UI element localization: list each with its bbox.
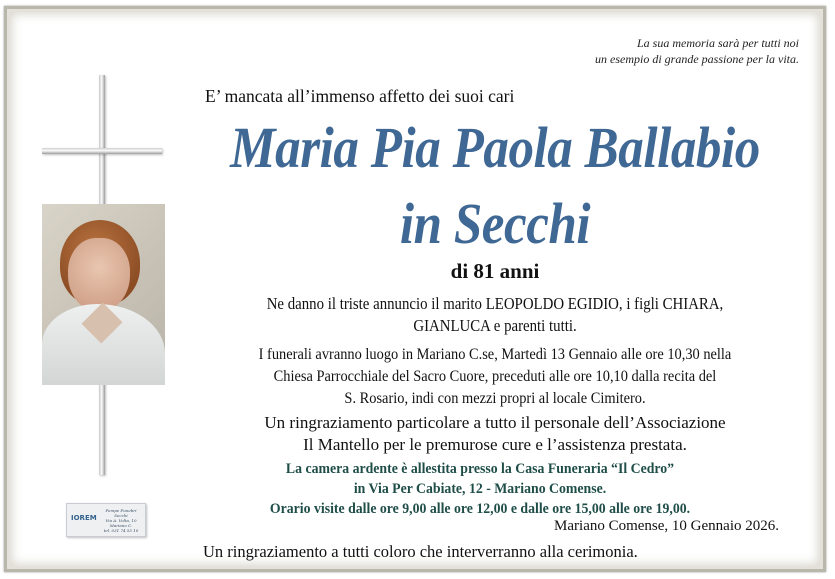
funeral-line-3: S. Rosario, indi con mezzi propri al locale Cimitero.	[344, 390, 646, 407]
logo-text	[101, 508, 141, 533]
chapel-line-1: La camera ardente è allestita presso la Casa Funeraria “Il Cedro”	[285, 461, 675, 477]
logo-line-3: Via A. Volta, 10	[105, 518, 137, 523]
portrait-photo	[42, 204, 165, 385]
dateline: Mariano Comense, 10 Gennaio 2026.	[554, 518, 779, 534]
intro-text: E’ mancata all’immenso affetto dei suoi cari	[205, 86, 515, 106]
cross-icon-bar	[42, 148, 162, 154]
chapel-info	[158, 459, 802, 519]
announcement-line-2: GIANLUCA e parenti tutti.	[413, 316, 577, 335]
chapel-line-3: Orario visite dalle ore 9,00 alle ore 12,00 e dalle ore 15,00 alle ore 19,00.	[269, 501, 691, 517]
funeral-line-1: I funerali avranno luogo in Mariano C.se, Martedì 13 Gennaio alle ore 10,30 nella	[258, 346, 732, 363]
age-text: di 81 anni	[450, 259, 540, 283]
gratitude-paragraph	[160, 412, 830, 456]
deceased-name-line-2: in Secchi	[399, 191, 591, 256]
chapel-line-2: in Via Per Cabiate, 12 - Mariano Comense.	[353, 481, 607, 497]
funeral-home-logo	[66, 503, 146, 537]
logo-line-1: Pompe Funebri	[105, 508, 137, 513]
announcement-paragraph	[194, 293, 797, 337]
announcement-line-1: Ne danno il triste annuncio il marito LEOPOLDO EGIDIO, i figli CHIARA,	[266, 294, 724, 313]
gratitude-line-2: Il Mantello per le premurose cure e l’assistenza prestata.	[303, 435, 687, 454]
logo-line-2: Secchi	[114, 513, 128, 518]
epigraph	[479, 35, 799, 67]
funeral-line-2: Chiesa Parrocchiale del Sacro Cuore, preceduti alle ore 10,10 dalla recita del	[273, 368, 717, 385]
logo-mark: IOREM	[71, 514, 97, 522]
epigraph-line-1: La sua memoria sarà per tutti noi	[636, 36, 799, 50]
deceased-name-line-1: Maria Pia Paola Ballabio	[230, 115, 760, 180]
logo-line-4: Mariano C.	[109, 523, 133, 528]
logo-line-5: tel. 031 74 55 10	[103, 528, 139, 533]
funeral-paragraph	[194, 344, 797, 410]
portrait-face	[68, 238, 130, 312]
closing-thanks: Un ringraziamento a tutti coloro che interverranno alla cerimonia.	[203, 542, 638, 561]
epigraph-line-2: un esempio di grande passione per la vita.	[595, 52, 799, 66]
gratitude-line-1: Un ringraziamento particolare a tutto il personale dell’Associazione	[264, 413, 726, 432]
